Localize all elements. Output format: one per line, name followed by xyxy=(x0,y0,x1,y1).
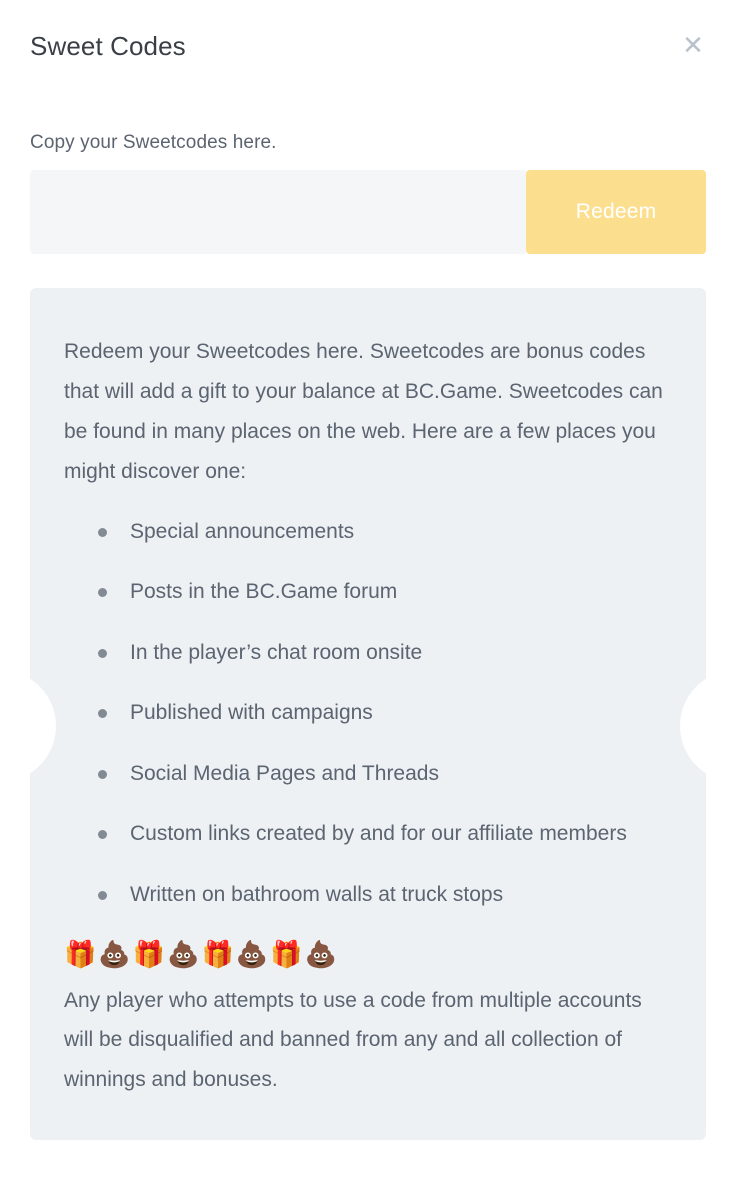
page-title: Sweet Codes xyxy=(30,30,186,61)
sweetcode-input[interactable] xyxy=(30,170,526,254)
info-card xyxy=(30,288,706,1140)
redeem-button[interactable]: Redeem xyxy=(526,170,706,254)
list-item: Written on bathroom walls at truck stops xyxy=(98,879,672,912)
list-item: In the player’s chat room onsite xyxy=(98,637,672,670)
info-intro-text: Redeem your Sweetcodes here. Sweetcodes are bonus codes that will add a gift to your balance at BC.Game. Sweetcodes can be found in many places on the web. Here are a few places you might discover one: xyxy=(64,340,663,483)
info-list xyxy=(64,516,672,912)
list-item: Posts in the BC.Game forum xyxy=(98,576,672,609)
close-icon[interactable]: ✕ xyxy=(676,28,710,62)
list-item: Published with campaigns xyxy=(98,697,672,730)
modal-header xyxy=(0,0,736,92)
redeem-form xyxy=(30,170,706,254)
list-item: Social Media Pages and Threads xyxy=(98,758,672,791)
list-item: Custom links created by and for our affiliate members xyxy=(98,818,672,851)
ticket-notch-left xyxy=(0,670,56,782)
list-item: Special announcements xyxy=(98,516,672,549)
info-outro-text: Any player who attempts to use a code from multiple accounts will be disqualified and banned from any and all collection of winnings and bonuses. xyxy=(64,988,642,1092)
copy-code-label: Copy your Sweetcodes here. xyxy=(30,132,277,153)
modal-body xyxy=(0,132,736,1140)
ticket-notch-right xyxy=(680,670,736,782)
gift-poop-emoji-row: 🎁💩🎁💩🎁💩🎁💩 xyxy=(64,939,339,970)
